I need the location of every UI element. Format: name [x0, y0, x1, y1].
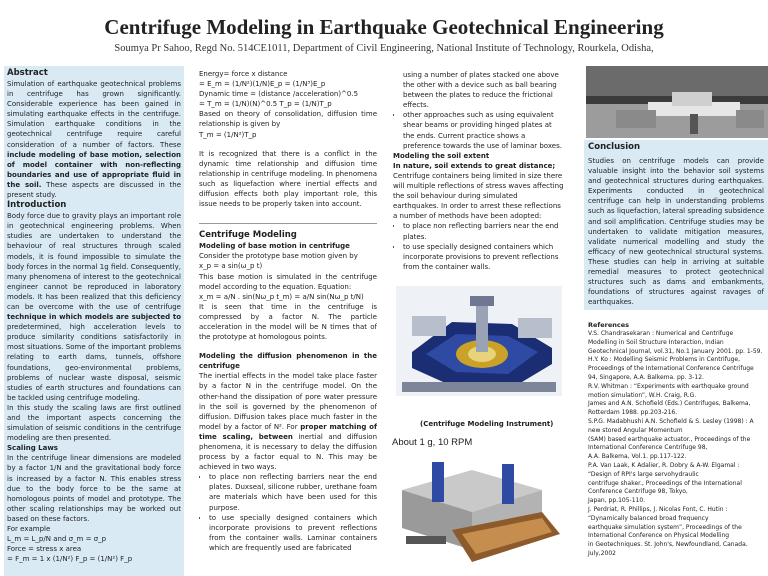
centrifuge-instrument-drawing: [392, 282, 566, 412]
base-motion-equation-2: x_m = a/N . sin(Nω_p t_m) = a/N sin(Nω_p t/N): [199, 292, 364, 301]
centrifuge-modeling-heading: Centrifuge Modeling: [199, 230, 297, 241]
poster-title: Centrifuge Modeling in Earthquake Geotechnical Engineering: [104, 15, 664, 39]
approach-bullets: [393, 110, 565, 150]
energy-line-3: Dynamic time = (distance /acceleration)^0.5: [199, 90, 359, 99]
continued-bullets: [393, 70, 565, 110]
energy-line-1: Energy= force x distance: [199, 70, 288, 78]
consolidation-text: Based on theory of consolidation, diffusion time relationship is given by: [199, 110, 377, 129]
conclusion-heading: Conclusion: [588, 142, 640, 152]
column-soil-extent: [393, 70, 565, 280]
list-item: • to use specially designed containers which incorporate provisions to prevent reflections from the container walls.: [403, 242, 565, 272]
consolidation-equation: T_m = (1/N²)T_p: [199, 130, 257, 139]
soil-extent-bullets: [393, 221, 565, 271]
base-motion-text-2: This base motion is simulated in the centrifuge model according to the equation. Equation:: [199, 272, 377, 291]
centrifuge-facility-photo: [586, 66, 768, 138]
reference-item: Japan, pp.105-110.: [588, 497, 646, 505]
base-motion-text-3: It is seen that time in the centrifuge is compressed by a factor N. The particle acceleration in the model will be N times that of the prototype at homologous points.: [199, 302, 377, 342]
example-label: For example: [7, 525, 51, 534]
introduction-text-2: In this study the scaling laws are first outlined and the important aspects concerning the simulation of seismic conditions in the centrifuge modeling are then presented.: [7, 403, 181, 443]
column-abstract-introduction: [4, 66, 184, 576]
diffusion-heading: Modeling the diffusion phenomenon in the centrifuge: [199, 352, 377, 371]
reference-item: V.S. Chandrasekaran : Numerical and Centrifuge Modelling in Soil Structure Interaction, Indian Geotechnical Journal, vol.31, No.1 January 2001. pp. 1-59.: [588, 330, 763, 355]
reference-item: J. Perdriat, R. Phillips, J. Nicolas Font, C. Hutin : “Dynamically balanced broad frequency: [588, 505, 728, 522]
reference-item: A.A. Balkema, Vol.1. pp.117-122.: [588, 453, 687, 461]
centrifuge-box-drawing: [392, 450, 566, 572]
column-centrifuge-modeling: [199, 69, 377, 574]
reference-item: P.A. Van Laak, K Adalier, R. Dobry & A-W. Elgamal : “Design of RPI's large servohydraulic: [588, 461, 740, 478]
rpm-label: About 1 g, 10 RPM: [392, 437, 473, 448]
diffusion-bullets: [199, 472, 377, 553]
scaling-laws-text: In the centrifuge linear dimensions are modeled by a factor 1/N and the gravitational body force is increased by a factor N. This enables stress due to the body force to be the same at homologous points of model and prototype. The other scaling relationships may be worked out based on these factors.: [7, 454, 181, 523]
centrifuge-box-image: [392, 450, 566, 572]
centrifuge-facility-drawing: [586, 66, 768, 138]
reference-item: H.Y. Ko : Modelling Seismic Problems in Centrifuge, Proceedings of the International Conference Centrifuge 94, Singapore, A.A. Balkema. pp. 3-12.: [588, 356, 754, 381]
diffusion-text: The inertial effects in the model take place faster by a factor N in the centrifuge model. On the other-hand the dissipation of pore water pressure in the soil is governed by the phenomenon of diffusion. Diffusion takes place much faster in the model by a factor of N². For proper matching of time scaling, between inertial and diffusion phenomena, it is necessary to delay the diffusion process by a factor equal to N. This may be achieved in two ways.: [199, 372, 377, 472]
reference-item: (SAM) based earthquake actuator., Proceedings of the International Conference Centrifuge 98,: [588, 435, 751, 452]
soil-extent-text: Centrifuge containers being limited in size there will multiple reflections of stress waves affecting the soil behaviour during simulated earthquakes. In order to arrest these reflections a number of methods have been adopted:: [393, 171, 564, 221]
base-motion-heading: Modeling of base motion in centrifuge: [199, 242, 350, 251]
author-byline: Soumya Pr Sahoo, Regd No. 514CE1011, Department of Civil Engineering, National Institute of Technology, Rourkela, Odisha,: [114, 43, 654, 54]
conclusion-panel: [584, 140, 768, 310]
list-item: using a number of plates stacked one above the other with a device such as ball bearing between the plates to reduce the frictional effects.: [403, 71, 559, 110]
soil-extent-bold: In nature, soil extends to great distance;: [393, 161, 556, 170]
introduction-text: Body force due to gravity plays an important role in geotechnical engineering problems. When studies are undertaken to understand the behaviour of real structures through scaled models, it is found impossible to simulate the body forces in the normal 1g field. Consequently, many phenomena of interest to the geotechnical engineer cannot be reproduced in laboratory models. It has been realized that this deficiency can be overcome with the use of centrifuge technique in which models are subjected to predetermined, high acceleration levels to produce similarity conditions satisfactorily in most situations. Some of the important problems relating to earth dams, tunnels, offshore foundations, geo-environmental problems, problems of nuclear waste disposal, seismic studies of earth structures and foundations can be tackled using centrifuge modeling.: [7, 212, 181, 402]
list-item: • to use specially designed containers which incorporate provisions to prevent reflections from the container walls. Laminar containers which are frequently used are fabricated: [209, 513, 377, 553]
conflict-text: It is recognized that there is a conflict in the dynamic time relationship and diffusion time relationship in centrifuge modeling. In phenomena such as liquefaction where inertial effects and diffusion effects both play important role, this issue needs to be properly taken into account.: [199, 149, 377, 209]
reference-item: earthquake simulation system”, Proceedings of the International Conference on Physical Modelling: [588, 523, 742, 540]
equation-2: Force = stress x area: [7, 545, 82, 554]
reference-item: R.V. Whitman : “Experiments with earthquake ground motion simulation”, W.H. Craig, R.G.: [588, 382, 749, 399]
base-motion-equation-1: x_p = a sin(ω_p t): [199, 262, 263, 271]
soil-extent-heading: Modeling the soil extent: [393, 151, 490, 160]
conclusion-text: Studies on centrifuge models can provide valuable insight into the behavior soil systems and geotechnical structures during earthquakes. Experiments conducted in geotechnical centrifuge can help in understanding problems such as liquefaction, lateral spreading subsidence and soil amplification. Centrifuge studies may be undertaken to validate mitigation measures, validate numerical modelling and study the efficacy of new geotechnical structural systems. These studies can help in arriving at suitable remedial measures to protect geotechnical structures such as dams and embankments, foundations of structures against ravages of earthquakes.: [588, 157, 764, 307]
reference-item: in Geotechniques. St. John's, Newfoundland, Canada. July,2002: [588, 541, 748, 557]
reference-item: S.P.G. Madabhushi A.N. Schofield & S. Lesley (1998) : A new stored Angular Momentum: [588, 417, 754, 434]
column-conclusion-references: [584, 140, 768, 576]
list-item: • to place non reflecting barriers near the end plates. Duxseal, silicone rubber, urethane foam are materials which have been used for this purpose.: [209, 472, 377, 512]
energy-line-4: = T_m = (1/N)(N)^0.5 T_p = (1/N)T_p: [199, 100, 332, 109]
list-item: • to place non reflecting barriers near the end plates.: [403, 221, 565, 241]
introduction-heading: Introduction: [7, 200, 67, 211]
references-heading: References: [588, 321, 630, 329]
abstract-text: Simulation of earthquake geotechnical problems in centrifuge has grown significantly. Considerable experience has been gained in simulating earthquake effects in the centrifuge. Simulation earthquake conditions in the geotechnical centrifuge require careful consideration of a number of factors. These include modeling of base motion, selection of model container with non-reflecting boundaries and use of appropriate fluid in the soil. These aspects are discussed in the present study.: [7, 80, 181, 200]
section-divider: [199, 223, 377, 224]
list-item: • other approaches such as using equivalent shear beams or providing hinged plates at the ends. Current practice shows a preference towards the use of laminar boxes.: [403, 110, 565, 150]
equation-3: = F_m = 1 x (1/N²) F_p = (1/N²) F_p: [7, 555, 133, 564]
abstract-heading: Abstract: [7, 68, 48, 78]
equation-1: L_m = L_p/N and σ_m = σ_p: [7, 535, 107, 544]
base-motion-text-1: Consider the prototype base motion given by: [199, 252, 358, 261]
energy-line-2: = E_m = (1/N²)(1/N)E_p = (1/N³)E_p: [199, 80, 326, 89]
reference-item: centrifuge shaker., Proceedings of the International Conference Centrifuge 98, Tokyo,: [588, 479, 742, 496]
scaling-laws-heading: Scaling Laws: [7, 444, 58, 453]
references-panel: [584, 310, 768, 559]
centrifuge-instrument-image: [392, 282, 566, 412]
reference-item: James and A.N. Schofield (Eds.) Centrifuges, Balkema, Rotterdam 1988. pp.203-216.: [588, 400, 751, 417]
instrument-caption: (Centrifuge Modeling Instrument): [420, 420, 554, 428]
